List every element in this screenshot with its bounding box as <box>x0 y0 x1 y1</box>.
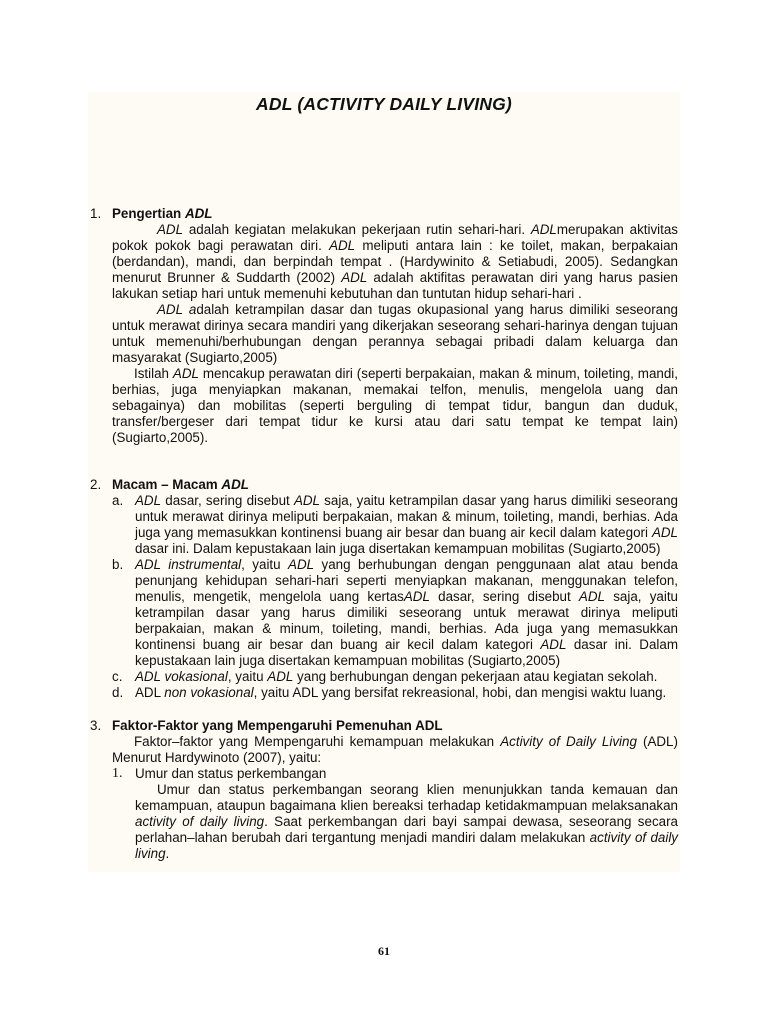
subsection-title: Umur dan status perkembangan <box>135 766 327 781</box>
list-item-text <box>135 493 678 556</box>
italic-text: activity of daily living <box>135 814 265 829</box>
subsection-number: 1. <box>112 766 123 781</box>
italic-text: ADL <box>530 222 557 237</box>
italic-text: ADL <box>157 222 184 237</box>
text-run: adalah aktifitas perawatan diri yang harus pasien lakukan setiap hari untuk memenuhi kebutuhan dan tuntutan hidup sehari-hari . <box>112 270 678 301</box>
text-run: , yaitu <box>227 669 268 684</box>
section-title: Faktor-Faktor yang Mempengaruhi Pemenuhan ADL <box>112 718 443 733</box>
paragraph <box>112 366 678 446</box>
list-label: a. <box>112 493 124 508</box>
text-run: saja, yaitu ketrampilan dasar yang harus dimiliki seseorang untuk merawat dirinya meliputi berpakaian, makan & minum, toileting, mandi, berhias. Ada juga yang memasukkan kontinensi buang air besar dan buang air kecil dalam kategori <box>135 493 678 540</box>
italic-text: ADL a <box>157 302 197 317</box>
italic-text: ADL <box>341 270 368 285</box>
list-item <box>112 669 678 685</box>
document-title: ADL (ACTIVITY DAILY LIVING) <box>256 94 512 114</box>
list-item <box>112 493 678 557</box>
paragraph <box>112 302 678 366</box>
list-label: c. <box>112 669 123 684</box>
section-faktor <box>90 718 678 862</box>
text-run: Umur dan status perkembangan seorang klien menunjukkan tanda kemauan dan kemampuan, ataupun bagaimana klien bereaksi terhadap ketidakmampuan melaksanakan <box>135 782 678 813</box>
adl-types-list <box>112 493 678 701</box>
paragraph <box>135 782 678 862</box>
list-label: d. <box>112 685 124 700</box>
italic-text: Activity of Daily Living <box>500 734 637 749</box>
italic-text: ADL <box>403 589 430 604</box>
text-run: Faktor–faktor yang Mempengaruhi kemampuan melakukan <box>134 734 501 749</box>
text-run: , yaitu ADL yang bersifat rekreasional, hobi, dan mengisi waktu luang. <box>253 685 667 700</box>
text-run: dasar, sering disebut <box>429 589 579 604</box>
text-run: dalah ketrampilan dasar dan tugas okupasional yang harus dimiliki seseorang untuk merawat dirinya secara mandiri yang dikerjakan seseorang sehari-harinya dengan tujuan untuk memenuhi/berhubungan dengan perannya sebagai pribadi dalam keluarga dan masyarakat (Sugiarto,2005) <box>112 302 678 365</box>
section-number: 3. <box>90 718 102 733</box>
text-run: saja, yaitu ketrampilan dasar yang harus dimiliki seseorang untuk merawat dirinya meliputi berpakaian, makan & minum, toileting, mandi, berhias. Ada juga yang memasukkan kontinensi buang air besar dan buang air kecil dalam kategori <box>135 589 678 652</box>
text-run: dasar ini. Dalam kepustakaan lain juga disertakan kemampuan mobilitas (Sugiarto,2005) <box>135 637 678 668</box>
list-item-text <box>135 557 678 668</box>
list-item-text <box>135 685 666 700</box>
text-run: meliputi antara lain : ke toilet, makan, berpakaian (berdandan), mandi, dan berpindah tempat . (Hardywinito & Setiabudi, 2005). Sedangkan menurut Brunner & Suddarth (2002) <box>112 238 678 285</box>
text-run: , yaitu <box>241 557 289 572</box>
document-body <box>90 92 678 862</box>
italic-text: ADL <box>578 589 605 604</box>
italic-text: ADL <box>651 525 678 540</box>
list-item <box>112 685 678 701</box>
italic-text: ADL instrumental <box>135 557 242 572</box>
text-run: ADL <box>135 685 165 700</box>
italic-text: ADL <box>135 493 162 508</box>
text-run: (ADL) Menurut Hardywinoto (2007), yaitu: <box>112 734 678 765</box>
section-number: 2. <box>90 477 102 492</box>
italic-text: ADL <box>540 637 567 652</box>
text-run: yang berhubungan dengan penggunaan alat atau benda penunjang kehidupan sehari-hari seperti menyiapkan makanan, menggunakan telefon, menulis, mengetik, mengelola uang kertas <box>135 557 679 604</box>
text-run: dasar, sering disebut <box>161 493 294 508</box>
section-number: 1. <box>90 206 102 221</box>
text-run: yang berhubungan dengan pekerjaan atau kegiatan sekolah. <box>293 669 658 684</box>
subsection-umur <box>112 766 678 862</box>
text-run: adalah kegiatan melakukan pekerjaan rutin sehari-hari. <box>183 222 531 237</box>
italic-text: ADL <box>288 557 315 572</box>
list-label: b. <box>112 557 124 572</box>
italic-text: activity of daily living <box>135 830 679 861</box>
page-number: 61 <box>378 944 390 958</box>
text-run: merupakan aktivitas pokok pokok bagi perawatan diri. <box>112 222 678 253</box>
italic-text: ADL <box>267 669 294 684</box>
text-run: dasar ini. Dalam kepustakaan lain juga disertakan kemampuan mobilitas (Sugiarto,2005) <box>135 541 661 556</box>
paragraph <box>112 222 678 302</box>
section-pengertian <box>90 206 678 446</box>
text-run: mencakup perawatan diri (seperti berpakaian, makan & minum, toileting, mandi, berhias, juga menyiapkan makanan, memakai telfon, menulis, mengelola uang dan sebagainya) dan mobilitas (seperti berguling di tempat tidur, bangun dan duduk, transfer/bergeser dari tempat tidur ke kursi atau dari satu tempat ke tempat lain) (Sugiarto,2005). <box>112 366 678 445</box>
section-title: Macam – Macam ADL <box>112 477 249 492</box>
italic-text: ADL <box>329 238 356 253</box>
paragraph <box>112 734 678 766</box>
section-title: Pengertian ADL <box>112 206 213 221</box>
italic-text: ADL <box>293 493 320 508</box>
italic-text: ADL <box>172 366 199 381</box>
italic-text: non vokasional <box>164 685 254 700</box>
list-item-text <box>135 669 657 684</box>
text-run: . Saat perkembangan dari bayi sampai dewasa, seseorang secara perlahan–lahan berubah dari tergantung menjadi mandiri dalam melakukan <box>135 814 678 845</box>
list-item <box>112 557 678 669</box>
text-run: . <box>165 846 170 861</box>
text-run: Istilah <box>134 366 173 381</box>
italic-text: ADL vokasional <box>135 669 228 684</box>
section-macam-adl <box>90 477 678 701</box>
